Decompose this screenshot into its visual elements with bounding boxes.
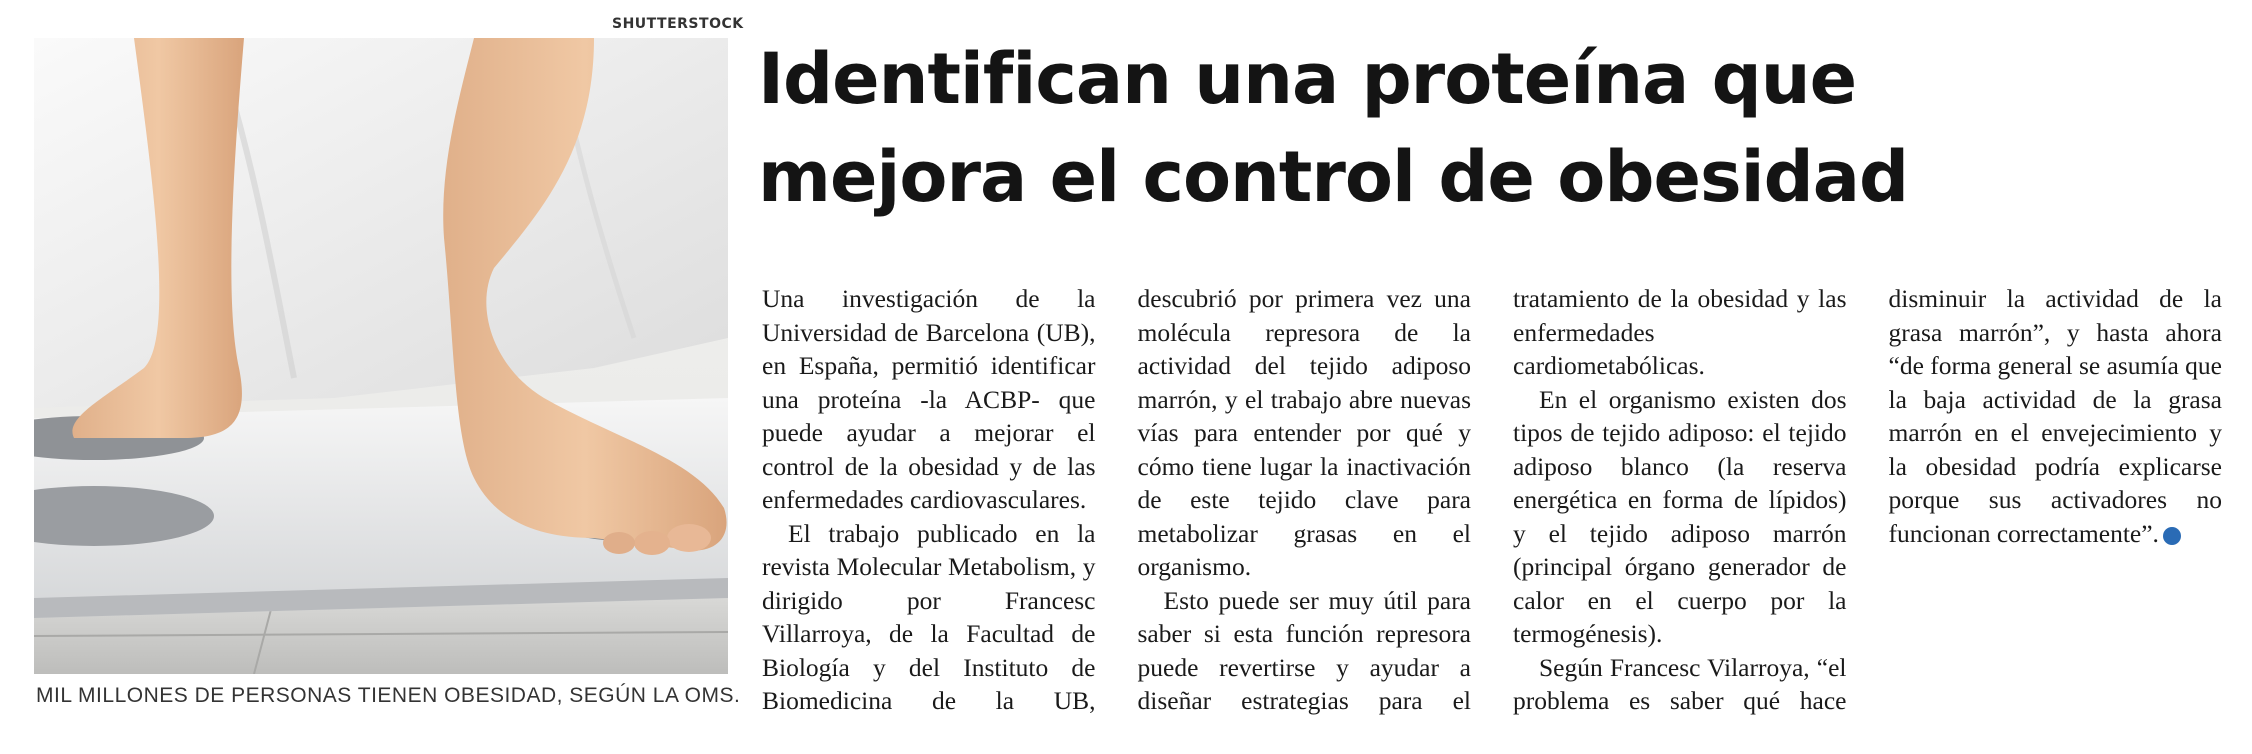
headline-line-1: Identifican una proteína que [758,38,1857,120]
paragraph-5-text: Según Francesc Vilarroya, “el problema es saber qué hace disminuir la actividad de la grasa marrón”, y hasta ahora “de forma general se asumía que la baja actividad de la grasa marrón en el envejecimiento y la obesidad podría explicarse porque sus activadores no funcionan correctamente”. [1513,284,2222,715]
paragraph-1: Una investigación de la Universidad de Barcelona (UB), en España, permitió identificar una proteína -la ACBP- que puede ayudar a mejorar el control de la obesidad y de las enfermedades cardiovasculares. [762,284,1096,514]
article-flow [762,282,2222,722]
paragraph-2: El trabajo publicado en la revista Molecular Metabolism, y dirigido por Francesc Villarroya, de la Facultad de Biología y del Instituto de Biomedicina de la UB, descubrió por primera vez una molécula represora de la actividad del tejido adiposo marrón, y el trabajo abre nuevas vías para entender por qué y cómo tiene lugar la inactivación de este tejido clave para metabolizar grasas en el organismo. [762,284,1471,715]
photo-caption: MIL MILLONES DE PERSONAS TIENEN OBESIDAD, SEGÚN LA OMS. [36,684,741,707]
paragraph-4: En el organismo existen dos tipos de tejido adiposo: el tejido adiposo blanco (la reserva energética en forma de lípidos) y el tejido adiposo marrón (principal órgano generador de calor en el cuerpo por la termogénesis). [1513,384,1847,648]
headline [758,30,2228,226]
headline-line-2: mejora el control de obesidad [758,136,1909,218]
end-of-article-icon: ✪ [2163,527,2181,545]
photo-credit: SHUTTERSTOCK [612,16,744,32]
paragraph-3: Esto puede ser muy útil para saber si esta función represora puede revertirse y ayudar a diseñar estrategias para el tratamiento de la obesidad y las enfermedades cardiometabólicas. [1137,284,1847,715]
photo-feet-on-scale [34,38,728,674]
feet-on-scale-illustration [34,38,728,674]
